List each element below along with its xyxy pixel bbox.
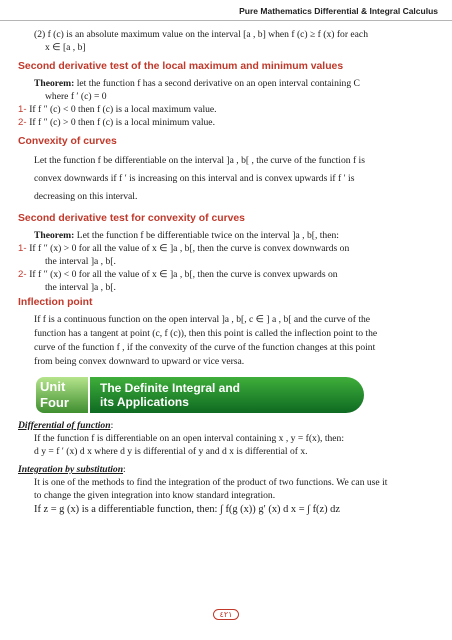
- unit-title-box: [90, 377, 364, 413]
- item-text: If f ′′ (x) > 0 for all the value of x ∈ ]a , b[, then the curve is convex downwards on: [29, 243, 350, 254]
- list-item: [18, 103, 436, 116]
- list-item: [18, 242, 436, 255]
- inflection-line: curve of the function f , if the convexity of the curve of the function changes at this point: [34, 342, 376, 353]
- substitution-formula: If z = g (x) is a differentiable function, then: ∫ f(g (x)) g′ (x) d x = ∫ f(z) dz: [34, 504, 340, 515]
- differential-heading-colon: :: [110, 420, 114, 431]
- item-text: If f ″ (c) > 0 then f (c) is a local minimum value.: [29, 117, 215, 128]
- section-heading-convexity: Convexity of curves: [18, 136, 117, 147]
- inflection-line: from being convex downward to upward or vice versa.: [34, 356, 245, 367]
- item-number: 2-: [18, 117, 30, 128]
- theorem-text: let the function f has a second derivative on an open interval containing C: [74, 78, 360, 89]
- theorem-label: Theorem:: [34, 230, 75, 241]
- substitution-line: to change the given integration into know standard integration.: [34, 490, 276, 501]
- item-number: 1-: [18, 104, 30, 115]
- page-footer: [0, 604, 452, 622]
- differential-heading-text: Differential of function: [18, 420, 111, 431]
- inflection-line: If f is a continuous function on the open interval ]a , b[, c ∈ ] a , b[ and the curve of the: [34, 314, 371, 325]
- unit-banner: [36, 377, 364, 413]
- section-heading-convexity-test: Second derivative test for convexity of curves: [18, 213, 245, 224]
- theorem-text: Let the function f be differentiable twice on the interval ]a , b[, then:: [74, 230, 339, 241]
- substitution-heading: [18, 463, 436, 476]
- item-text: If f ′′ (x) < 0 for all the value of x ∈ ]a , b[, then the curve is convex upwards on: [29, 269, 338, 280]
- header-divider: [0, 20, 452, 21]
- differential-line: If the function f is differentiable on an open interval containing x , y = f(x), then:: [34, 433, 345, 444]
- unit-word: Unit: [40, 379, 66, 394]
- max-def-line1: (2) f (c) is an absolute maximum value on the interval [a , b] when f (c) ≥ f (x) for each: [34, 29, 368, 40]
- unit-title-line2: its Applications: [100, 395, 189, 409]
- inflection-line: function has a tangent at point (c, f (c)), then this point is called the inflection point to the: [34, 328, 378, 339]
- unit-title-line1: The Definite Integral and: [100, 381, 241, 395]
- theorem-2: [18, 229, 436, 242]
- substitution-heading-colon: :: [123, 464, 126, 475]
- page-content: [18, 28, 436, 518]
- substitution-line: It is one of the methods to find the integration of the product of two functions. We can use it: [34, 477, 388, 488]
- section-heading-second-derivative-test: Second derivative test of the local maximum and minimum values: [18, 61, 344, 72]
- page-number: ٤٢١: [213, 609, 240, 620]
- convexity-line: Let the function f be differentiable on the interval ]a , b[ , the curve of the function f is: [34, 155, 365, 166]
- list-item-continuation: the interval ]a , b[.: [45, 282, 116, 293]
- theorem-label: Theorem:: [34, 78, 75, 89]
- list-item: [18, 116, 436, 129]
- substitution-heading-text: Integration by substitution: [18, 464, 124, 475]
- list-item: [18, 268, 436, 281]
- convexity-line: decreasing on this interval.: [34, 191, 138, 202]
- max-def-line2: x ∈ [a , b]: [45, 42, 86, 53]
- differential-heading: [18, 419, 436, 432]
- theorem-1: [18, 77, 436, 90]
- unit-number: Four: [40, 395, 69, 410]
- convexity-line: convex downwards if f ′ is increasing on this interval and is convex upwards if f ′ is: [34, 173, 355, 184]
- list-item-continuation: the interval ]a , b[.: [45, 256, 116, 267]
- item-number: 2-: [18, 269, 30, 280]
- theorem-1-where: where f ′ (c) = 0: [45, 91, 107, 102]
- item-number: 1-: [18, 243, 30, 254]
- unit-badge: [36, 377, 88, 413]
- unit-title: [90, 377, 364, 409]
- running-header: Pure Mathematics Differential & Integral Calculus: [239, 6, 438, 16]
- item-text: If f ″ (c) < 0 then f (c) is a local maximum value.: [29, 104, 217, 115]
- differential-line: d y = f ′ (x) d x where d y is differential of y and d x is differential of x.: [34, 446, 308, 457]
- section-heading-inflection: Inflection point: [18, 297, 93, 308]
